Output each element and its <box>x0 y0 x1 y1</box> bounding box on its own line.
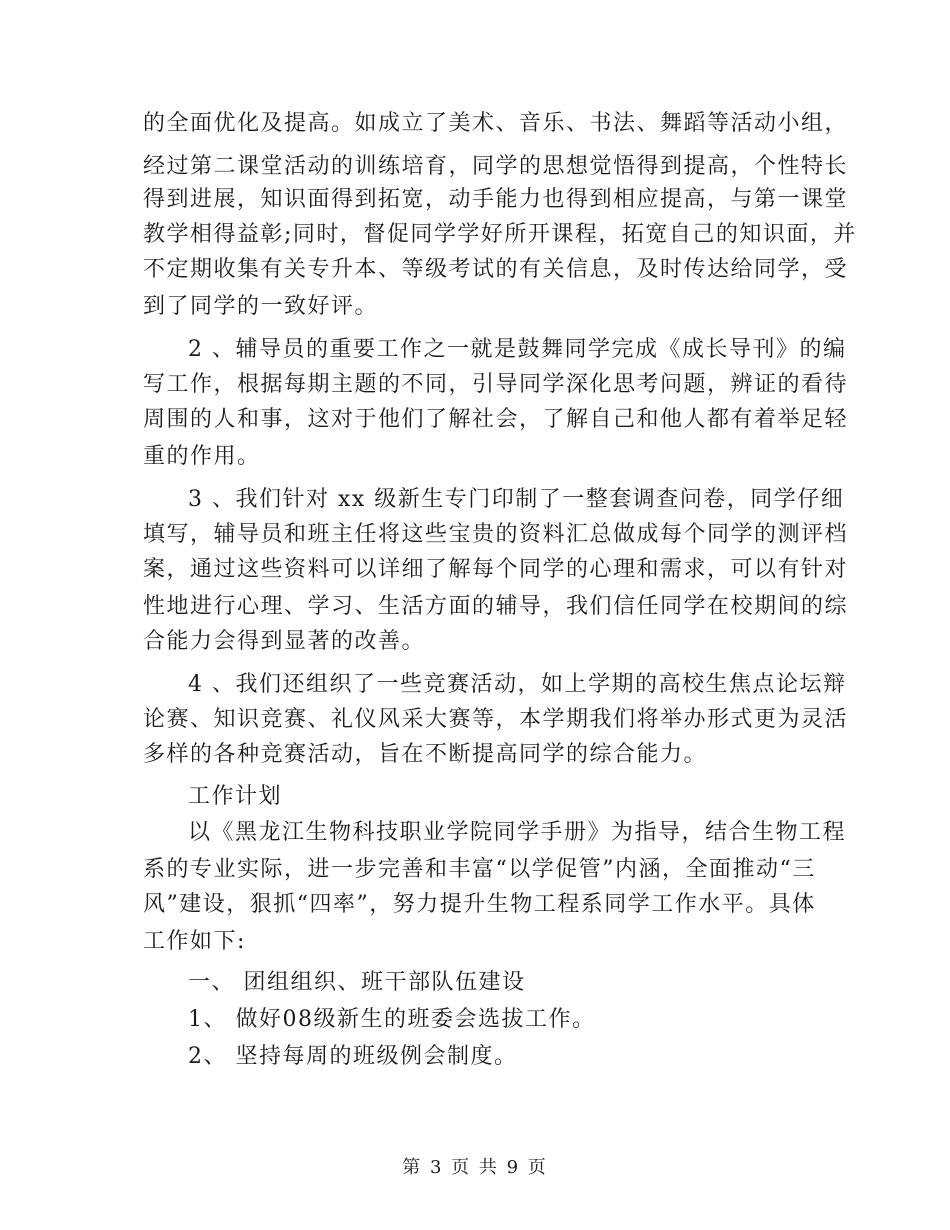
paragraph-line: 写工作，根据每期主题的不同，引导同学深化思考问题，辨证的看待 <box>143 372 849 397</box>
paragraph-line: 教学相得益彰;同时，督促同学学好所开课程，拓宽自己的知识面，并 <box>143 222 857 247</box>
paragraph-line: 系的专业实际，进一步完善和丰富“以学促管”内涵，全面推动“三 <box>143 857 816 882</box>
paragraph-line: 周围的人和事，这对于他们了解社会，了解自己和他人都有着举足轻 <box>143 407 849 432</box>
paragraph-line: 以《黑龙江生物科技职业学院同学手册》为指导，结合生物工程 <box>188 820 847 845</box>
paragraph-line: 2 、辅导员的重要工作之一就是鼓舞同学完成《成长导刊》的编 <box>188 337 847 362</box>
list-item: 2、 坚持每周的班级例会制度。 <box>188 1044 518 1069</box>
paragraph-line: 合能力会得到显著的改善。 <box>143 629 426 654</box>
section-heading: 工作计划 <box>188 784 283 809</box>
paragraph-line: 经过第二课堂活动的训练培育，同学的思想觉悟得到提高，个性特长 <box>143 154 849 179</box>
paragraph-line: 的全面优化及提高。如成立了美术、音乐、书法、舞蹈等活动小组， <box>143 111 849 136</box>
list-item: 1、 做好08级新生的班委会选拔工作。 <box>188 1007 596 1032</box>
paragraph-line: 到了同学的一致好评。 <box>143 294 379 319</box>
paragraph-line: 工作如下: <box>143 929 246 954</box>
page-number: 第 3 页 共 9 页 <box>402 1157 548 1178</box>
paragraph-line: 论赛、知识竞赛、礼仪风采大赛等，本学期我们将举办形式更为灵活 <box>143 707 849 732</box>
paragraph-line: 4 、我们还组织了一些竞赛活动，如上学期的高校生焦点论坛辩 <box>188 672 847 697</box>
paragraph-line: 得到进展，知识面得到拓宽，动手能力也得到相应提高，与第一课堂 <box>143 187 849 212</box>
paragraph-line: 重的作用。 <box>143 444 261 469</box>
paragraph-line: 性地进行心理、学习、生活方面的辅导，我们信任同学在校期间的综 <box>143 594 849 619</box>
paragraph-line: 多样的各种竞赛活动，旨在不断提高同学的综合能力。 <box>143 742 708 767</box>
paragraph-line: 风”建设，狠抓“四率”，努力提升生物工程系同学工作水平。具体 <box>143 892 816 917</box>
paragraph-line: 不定期收集有关专升本、等级考试的有关信息，及时传达给同学，受 <box>143 257 849 282</box>
paragraph-line: 案，通过这些资料可以详细了解每个同学的心理和需求，可以有针对 <box>143 557 849 582</box>
paragraph-line: 填写，辅导员和班主任将这些宝贵的资料汇总做成每个同学的测评档 <box>143 522 849 547</box>
paragraph-line: 3 、我们针对 xx 级新生专门印制了一整套调查问卷，同学仔细 <box>188 487 845 512</box>
list-heading: 一、 团组组织、班干部队伍建设 <box>188 970 526 995</box>
